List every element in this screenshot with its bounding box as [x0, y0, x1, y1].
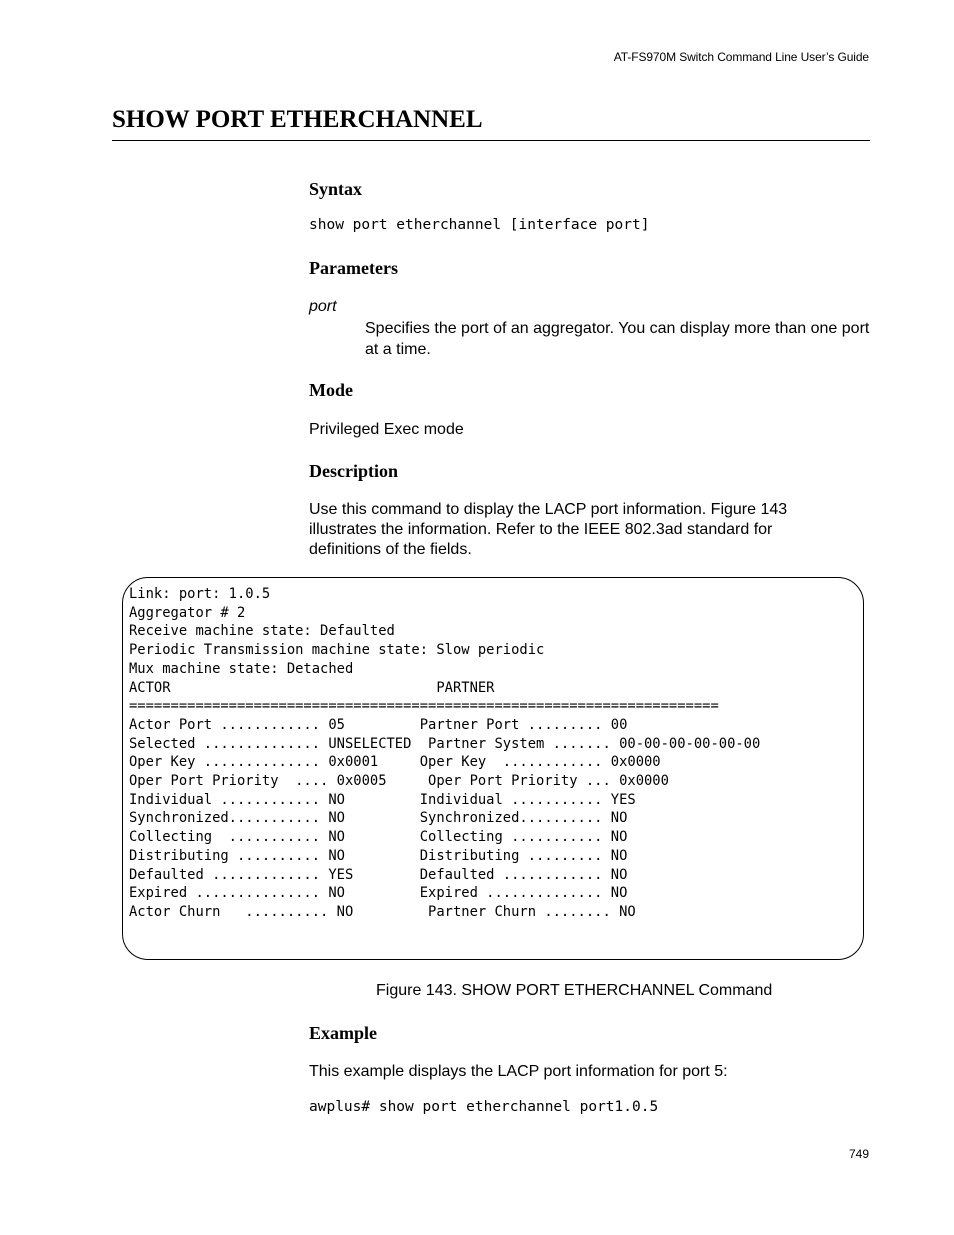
- description-heading: Description: [309, 461, 398, 481]
- syntax-command: show port etherchannel [interface port]: [309, 217, 650, 233]
- example-text: This example displays the LACP port information for port 5:: [309, 1063, 728, 1080]
- figure-code-line: ACTOR PARTNER: [129, 679, 495, 696]
- parameter-description: Specifies the port of an aggregator. You can display more than one port at a time.: [365, 320, 870, 358]
- figure-code-line: Individual ............ NO Individual ........... YES: [129, 791, 636, 808]
- figure-code-output: [129, 585, 760, 922]
- figure-code-line: =======================================================================: [129, 698, 719, 715]
- syntax-heading: Syntax: [309, 179, 363, 199]
- mode-text: Privileged Exec mode: [309, 421, 464, 438]
- parameters-heading: Parameters: [309, 258, 398, 278]
- figure-code-line: Actor Churn .......... NO Partner Churn ........ NO: [129, 903, 636, 920]
- figure-code-line: Selected .............. UNSELECTED Partner System ....... 00-00-00-00-00-00: [129, 735, 761, 752]
- figure-code-line: Aggregator # 2: [129, 604, 246, 621]
- parameter-name: port: [309, 298, 337, 315]
- example-heading: Example: [309, 1023, 378, 1043]
- example-command: awplus# show port etherchannel port1.0.5: [309, 1099, 659, 1115]
- figure-caption: Figure 143. SHOW PORT ETHERCHANNEL Command: [376, 982, 773, 999]
- figure-code-line: Oper Port Priority .... 0x0005 Oper Port Priority ... 0x0000: [129, 773, 669, 790]
- figure-code-line: Periodic Transmission machine state: Slow periodic: [129, 642, 545, 659]
- page-title: SHOW PORT ETHERCHANNEL: [112, 106, 483, 133]
- figure-code-line: Receive machine state: Defaulted: [129, 623, 395, 640]
- figure-code-line: Collecting ........... NO Collecting ........... NO: [129, 829, 628, 846]
- description-text: Use this command to display the LACP port information. Figure 143 illustrates the information. Refer to the IEEE 802.3ad standard for definitions of the fields.: [309, 501, 788, 558]
- figure-code-line: Mux machine state: Detached: [129, 660, 354, 677]
- figure-code-line: Distributing .......... NO Distributing ......... NO: [129, 847, 628, 864]
- figure-code-line: Expired ............... NO Expired .............. NO: [129, 885, 628, 902]
- figure-code-line: Synchronized........... NO Synchronized.......... NO: [129, 810, 628, 827]
- figure-code-line: Defaulted ............. YES Defaulted ............ NO: [129, 866, 628, 883]
- mode-heading: Mode: [309, 380, 353, 400]
- page-number: 749: [848, 1147, 869, 1161]
- figure-code-line: Oper Key .............. 0x0001 Oper Key ............ 0x0000: [129, 754, 661, 771]
- running-header: AT-FS970M Switch Command Line User’s Guide: [613, 50, 869, 64]
- title-rule: [112, 140, 870, 141]
- figure-code-line: Link: port: 1.0.5: [129, 586, 271, 602]
- figure-code-line: Actor Port ............ 05 Partner Port ......... 00: [129, 716, 628, 733]
